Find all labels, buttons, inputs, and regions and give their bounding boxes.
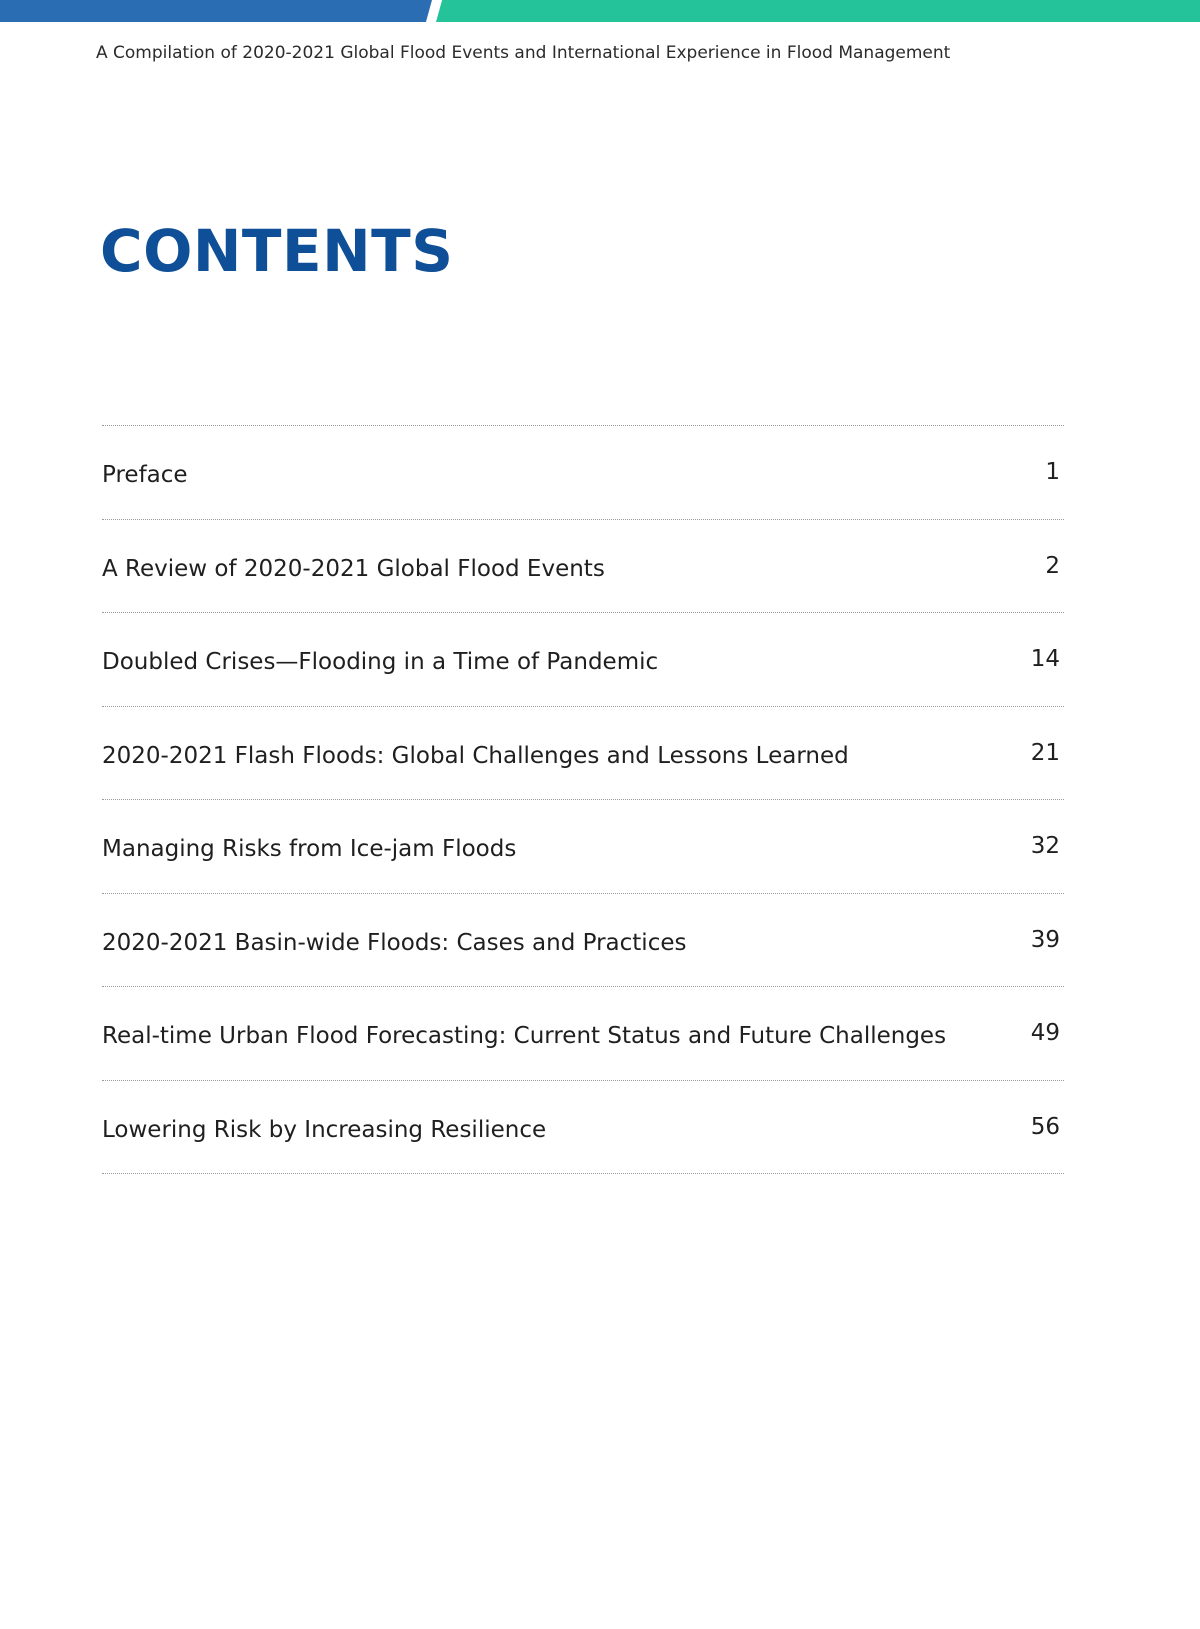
toc-entry[interactable]: [102, 800, 1064, 894]
toc-entry-page: 56: [1030, 1113, 1060, 1140]
toc-entry-page: 2: [1045, 552, 1060, 579]
toc-entry[interactable]: [102, 894, 1064, 988]
toc-entry-title: 2020-2021 Flash Floods: Global Challenges and Lessons Learned: [102, 742, 849, 769]
header-band-green: [436, 0, 1200, 22]
toc-entry-title: Real-time Urban Flood Forecasting: Current Status and Future Challenges: [102, 1023, 947, 1049]
toc-entry-page: 32: [1030, 833, 1060, 859]
toc-entry-page: 21: [1030, 739, 1060, 766]
toc-entry[interactable]: [102, 987, 1064, 1081]
header-band-blue: [0, 0, 432, 22]
toc-entry-page: 49: [1030, 1020, 1060, 1046]
toc-entry[interactable]: [102, 1081, 1064, 1175]
toc-entry-title: A Review of 2020-2021 Global Flood Events: [102, 555, 605, 582]
toc-entry-page: 39: [1030, 926, 1060, 953]
toc-entry-title: Preface: [102, 462, 188, 488]
toc-entry[interactable]: [102, 520, 1064, 614]
contents-title: CONTENTS: [100, 217, 454, 285]
toc-entry[interactable]: [102, 426, 1064, 520]
toc-entry[interactable]: [102, 707, 1064, 801]
toc-entry-page: 1: [1045, 459, 1060, 485]
toc-entry-title: Doubled Crises—Flooding in a Time of Pandemic: [102, 649, 659, 675]
toc-entry-title: Managing Risks from Ice-jam Floods: [102, 836, 517, 862]
toc-entry-page: 14: [1030, 646, 1060, 672]
toc-entry-title: Lowering Risk by Increasing Resilience: [102, 1116, 547, 1143]
toc-list: [102, 425, 1064, 1174]
running-header: A Compilation of 2020-2021 Global Flood Events and International Experience in Flood Management: [96, 43, 951, 63]
toc-entry-title: 2020-2021 Basin-wide Floods: Cases and Practices: [102, 929, 687, 956]
toc-entry[interactable]: [102, 613, 1064, 707]
